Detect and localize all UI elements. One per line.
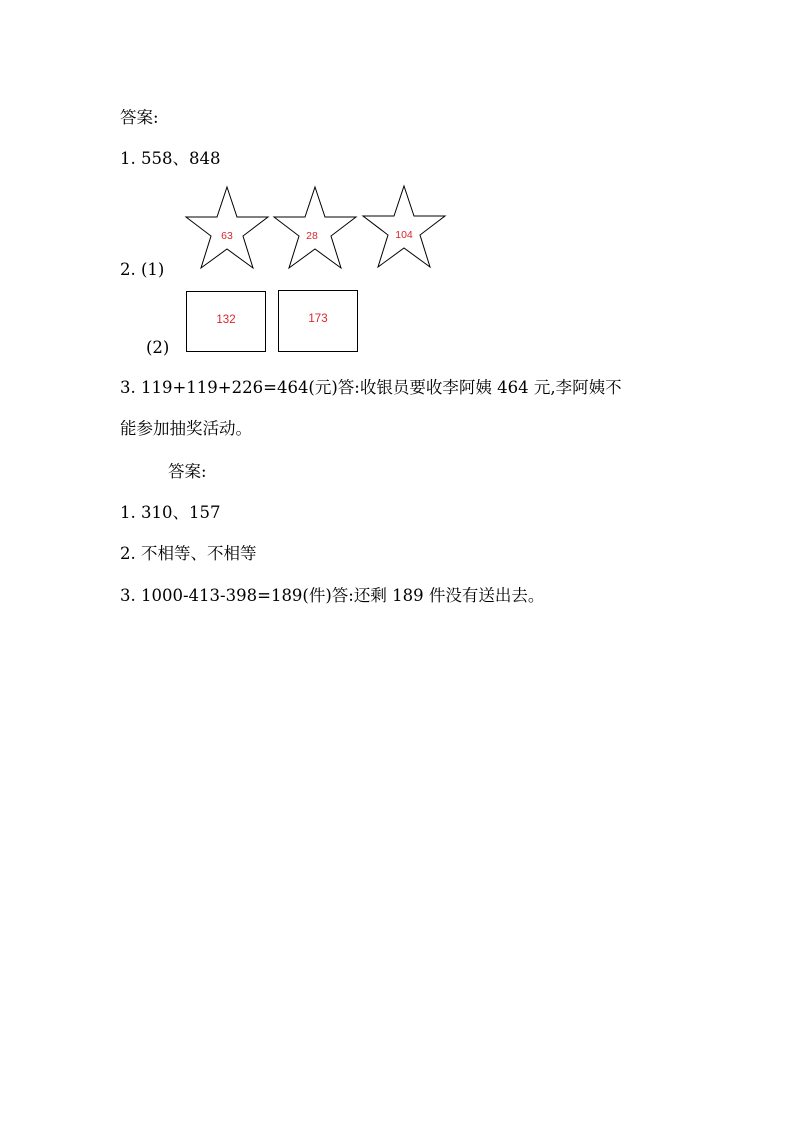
box-value-1: 132 [216, 314, 236, 326]
answer-2-part-2-label: (2) [146, 338, 170, 357]
answer-2-1: 1. 310、157 [120, 503, 221, 522]
answer-3-line-2: 能参加抽奖活动。 [120, 419, 252, 438]
answer-2-2: 2. 不相等、不相等 [120, 544, 257, 563]
star-value-2: 28 [306, 230, 318, 242]
answer-heading-2: 答案: [168, 462, 207, 481]
answer-box-2 [278, 290, 358, 352]
answer-2-3: 3. 1000-413-398=189(件)答:还剩 189 件没有送出去。 [120, 586, 545, 605]
answer-box-1 [186, 291, 266, 352]
star-value-3: 104 [395, 229, 413, 241]
star-shape-3 [361, 185, 447, 269]
star-shape-1 [184, 186, 270, 270]
star-shape-2 [272, 186, 358, 270]
answer-3-line-1: 3. 119+119+226=464(元)答:收银员要收李阿姨 464 元,李阿姨不 [120, 378, 622, 397]
answer-1-1: 1. 558、848 [120, 149, 221, 168]
answer-2-part-1-label: 2. (1) [120, 260, 165, 279]
answer-heading-1: 答案: [120, 108, 159, 127]
box-value-2: 173 [308, 313, 328, 325]
star-value-1: 63 [221, 230, 233, 242]
